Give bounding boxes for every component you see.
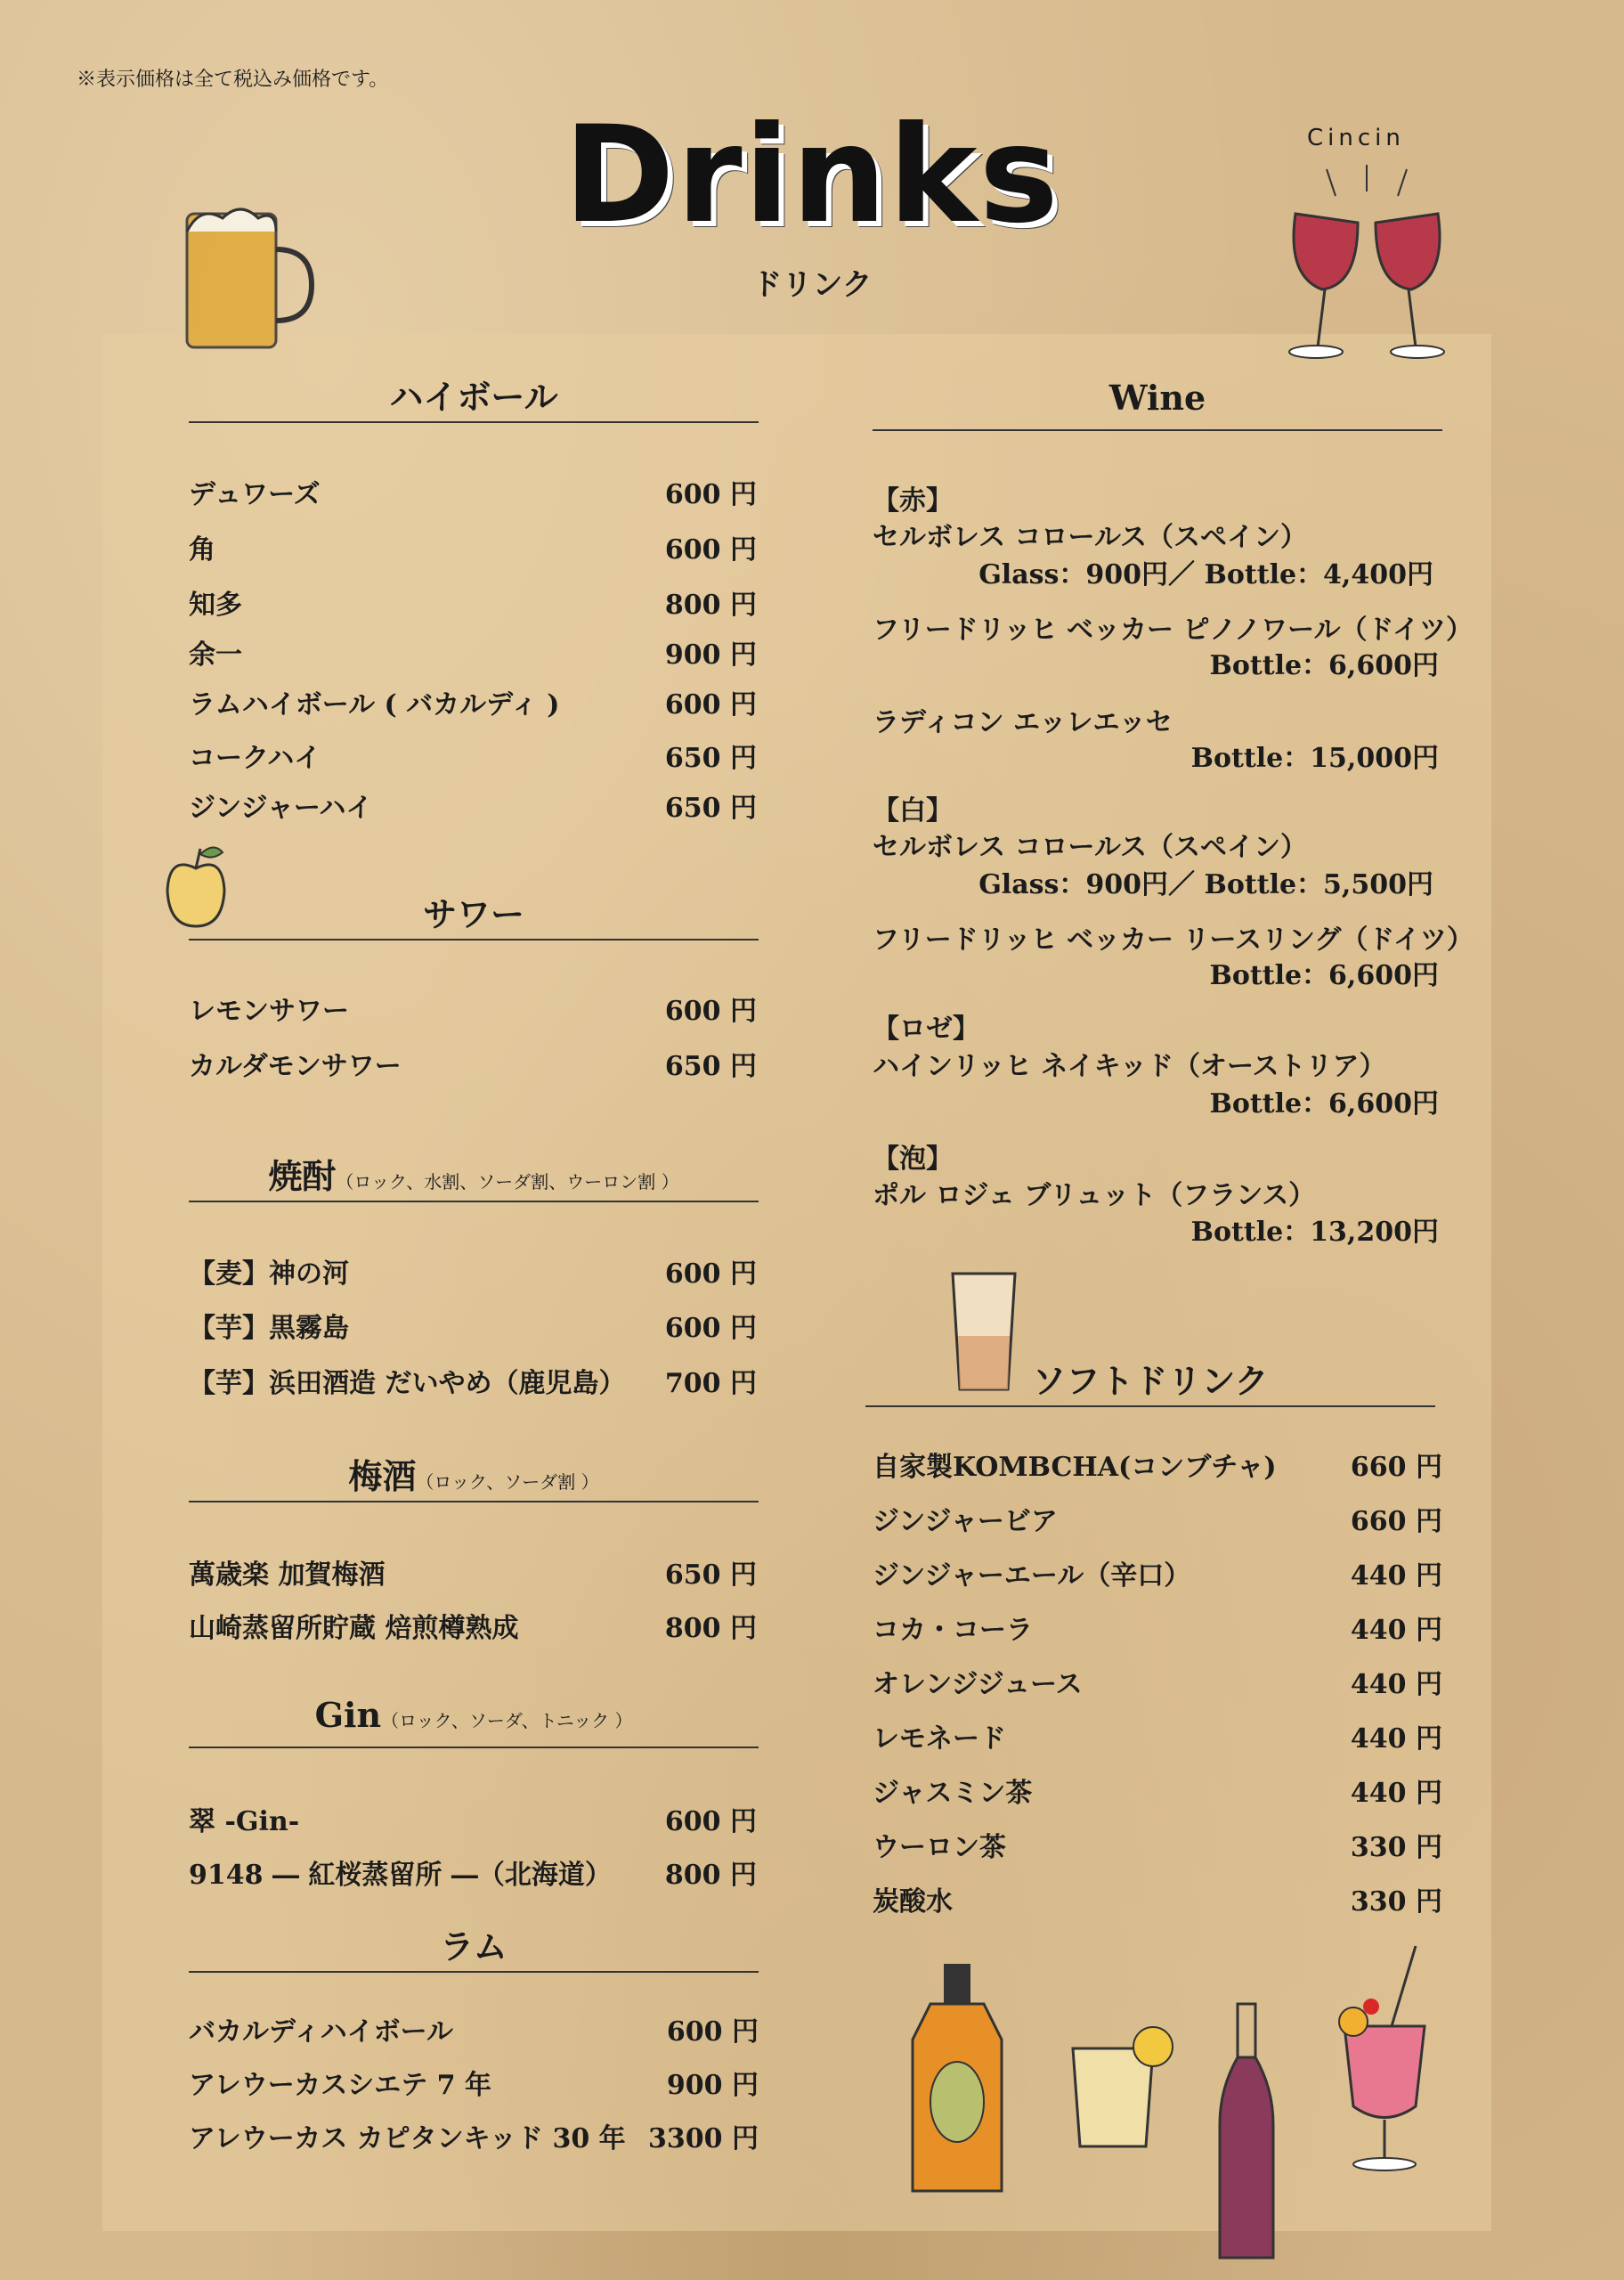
soft-item-price: 330 円: [1350, 1886, 1442, 1918]
gin-item-name: 翠 -Gin-: [189, 1806, 300, 1837]
wine-rose1-price: Bottle：6,600円: [1209, 1088, 1439, 1120]
gin-header: [189, 1695, 759, 1748]
soft-item-name: 自家製KOMBCHA(コンブチャ): [873, 1452, 1277, 1483]
cincin-label: Cincin: [1307, 125, 1405, 151]
wine-white1-price: Glass：900円／ Bottle：5,500円: [978, 869, 1433, 900]
gin-title: Gin: [314, 1695, 382, 1735]
gin-item-price: 600 円: [664, 1806, 757, 1837]
wine-rose1-name: ハインリッヒ ネイキッド（オーストリア）: [873, 1051, 1386, 1082]
beer-mug-icon: [169, 196, 321, 356]
gin-item-price: 800 円: [664, 1860, 757, 1891]
wine-red2-name: フリードリッヒ ベッカー ピノノワール（ドイツ）: [873, 615, 1473, 646]
wine-title: Wine: [1108, 378, 1206, 418]
shochu-title: 焼酎: [268, 1156, 337, 1196]
highball-item-name: 余一: [189, 639, 242, 671]
sour-title: サワー: [422, 894, 524, 934]
highball-title: ハイボール: [389, 377, 558, 417]
soft-item-name: ジンジャーエール（辛口）: [873, 1560, 1191, 1592]
sour-item-price: 600 円: [664, 996, 757, 1027]
rum-item-name: バカルディハイボール: [189, 2016, 453, 2048]
rum-item-price: 600 円: [666, 2016, 759, 2048]
soft-item-price: 440 円: [1350, 1778, 1442, 1809]
highball-header: [189, 370, 759, 423]
soft-item-price: 330 円: [1350, 1832, 1442, 1863]
shochu-item-price: 700 円: [664, 1368, 757, 1399]
tax-note: ※表示価格は全て税込み価格です。: [77, 69, 389, 91]
wine-red3-name: ラディコン エッレエッセ: [873, 707, 1173, 738]
soft-item-price: 660 円: [1350, 1452, 1442, 1483]
gin-item-name: 9148 ― 紅桜蒸留所 ―（北海道）: [189, 1860, 612, 1891]
wine-rose-label: 【ロゼ】: [873, 1014, 979, 1045]
shochu-item-name: 【芋】浜田酒造 だいやめ（鹿児島）: [189, 1368, 626, 1399]
wine-red2-price: Bottle：6,600円: [1209, 650, 1439, 681]
soft-item-price: 440 円: [1350, 1669, 1442, 1700]
soft-item-name: レモネード: [873, 1723, 1006, 1755]
wine-white-label: 【白】: [873, 795, 953, 826]
wine-sparkling1-price: Bottle：13,200円: [1190, 1217, 1439, 1248]
wine-white2-price: Bottle：6,600円: [1209, 960, 1439, 991]
wine-header: [873, 378, 1442, 431]
page-title: Drinks: [564, 98, 1060, 253]
umeshu-sub: （ロック、ソーダ割 ）: [416, 1471, 599, 1493]
wine-red-label: 【赤】: [873, 485, 953, 517]
wine-white2-name: フリードリッヒ ベッカー リースリング（ドイツ）: [873, 924, 1474, 956]
wine-bottle-icon: [1211, 1999, 1282, 2267]
umeshu-title: 梅酒: [348, 1456, 417, 1496]
highball-item-price: 650 円: [664, 793, 757, 824]
soft-item-name: ウーロン茶: [873, 1832, 1006, 1863]
shochu-item-name: 【麦】神の河: [189, 1258, 349, 1290]
highball-item-name: 知多: [189, 590, 242, 621]
wine-white1-name: セルボレス コロールス（スペイン）: [873, 832, 1308, 863]
umeshu-item-price: 800 円: [664, 1613, 757, 1644]
sour-item-price: 650 円: [664, 1051, 757, 1082]
wine-red3-price: Bottle：15,000円: [1190, 743, 1439, 774]
sour-item-name: カルダモンサワー: [189, 1051, 402, 1082]
highball-item-price: 900 円: [664, 639, 757, 671]
highball-item-name: ラムハイボール ( バカルディ ): [189, 689, 560, 721]
soft-item-price: 440 円: [1350, 1723, 1442, 1755]
sour-item-name: レモンサワー: [189, 996, 349, 1027]
wine-sparkling-label: 【泡】: [873, 1144, 953, 1175]
shochu-item-price: 600 円: [664, 1258, 757, 1290]
highball-item-name: コークハイ: [189, 743, 321, 774]
umeshu-item-name: 山崎蒸留所貯蔵 焙煎樽熟成: [189, 1613, 519, 1644]
wine-glasses-icon: [1273, 160, 1460, 365]
umeshu-item-name: 萬歳楽 加賀梅酒: [189, 1559, 386, 1591]
shochu-sub: （ロック、水割、ソーダ割、ウーロン割 ）: [336, 1171, 679, 1193]
soft-item-name: 炭酸水: [873, 1886, 953, 1918]
whisky-bottle-icon: [904, 1959, 1011, 2200]
shochu-header: [189, 1149, 759, 1202]
rum-item-name: アレウーカス カピタンキッド 30 年: [189, 2123, 626, 2154]
highball-item-price: 800 円: [664, 590, 757, 621]
lemon-glass-icon: [1064, 2022, 1180, 2155]
soft-item-price: 440 円: [1350, 1560, 1442, 1592]
highball-item-price: 600 円: [664, 534, 757, 566]
cocktail-icon: [1318, 1937, 1451, 2178]
soft-item-name: オレンジジュース: [873, 1669, 1083, 1700]
wine-red1-name: セルボレス コロールス（スペイン）: [873, 522, 1308, 553]
rum-item-price: 900 円: [666, 2070, 759, 2101]
highball-item-name: 角: [189, 534, 215, 566]
highball-item-price: 600 円: [664, 479, 757, 510]
page-subtitle: ドリンク: [751, 267, 873, 303]
gin-sub: （ロック、ソーダ、トニック ）: [381, 1710, 633, 1731]
soft-title: ソフトドリンク: [1032, 1361, 1269, 1401]
soft-item-name: コカ・コーラ: [873, 1615, 1033, 1646]
highball-item-name: デュワーズ: [189, 479, 321, 510]
soft-item-price: 440 円: [1350, 1615, 1442, 1646]
soft-item-name: ジンジャービア: [873, 1506, 1058, 1537]
umeshu-item-price: 650 円: [664, 1559, 757, 1591]
shochu-item-name: 【芋】黒霧島: [189, 1313, 349, 1344]
soft-header: [865, 1354, 1435, 1407]
highball-item-name: ジンジャーハイ: [189, 793, 373, 824]
rum-header: [189, 1919, 759, 1973]
rum-item-name: アレウーカスシエテ 7 年: [189, 2070, 491, 2101]
wine-sparkling1-name: ポル ロジェ ブリュット（フランス）: [873, 1180, 1316, 1211]
highball-item-price: 650 円: [664, 743, 757, 774]
soft-item-name: ジャスミン茶: [873, 1778, 1033, 1809]
soft-item-price: 660 円: [1350, 1506, 1442, 1537]
shochu-item-price: 600 円: [664, 1313, 757, 1344]
wine-red1-price: Glass：900円／ Bottle：4,400円: [978, 559, 1433, 590]
umeshu-header: [189, 1449, 759, 1502]
rum-item-price: 3300 円: [648, 2123, 759, 2154]
sour-header: [189, 887, 759, 940]
highball-item-price: 600 円: [664, 689, 757, 721]
rum-title: ラム: [440, 1926, 508, 1966]
